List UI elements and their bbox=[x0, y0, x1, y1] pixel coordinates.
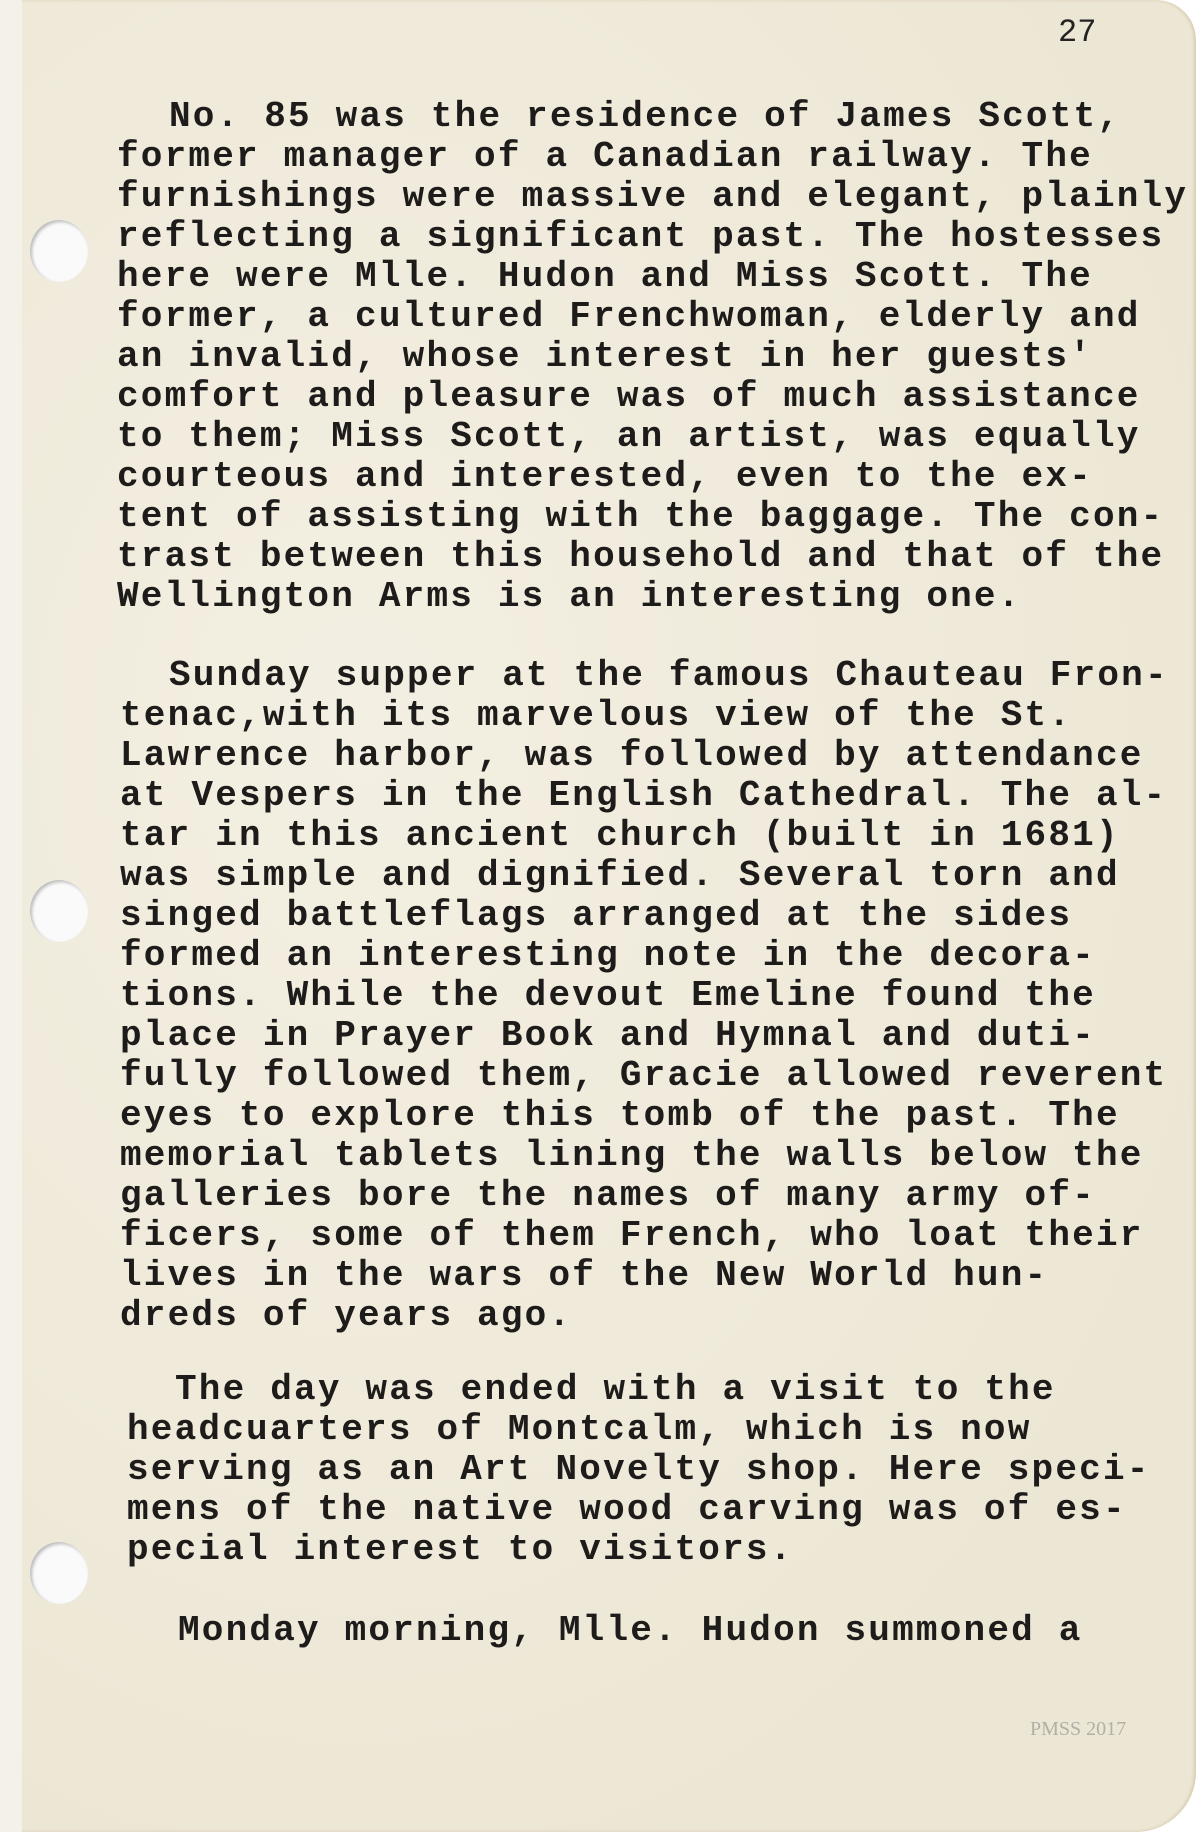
paragraph-4 bbox=[178, 1611, 1083, 1651]
text-line: memorial tablets lining the walls below the bbox=[120, 1135, 1144, 1176]
text-line: at Vespers in the English Cathedral. The al- bbox=[120, 775, 1168, 816]
text-line: headcuarters of Montcalm, which is now bbox=[127, 1409, 1032, 1450]
text-line: Lawrence harbor, was followed by attendance bbox=[120, 735, 1144, 776]
text-line: here were Mlle. Hudon and Miss Scott. The bbox=[117, 256, 1093, 297]
text-line: eyes to explore this tomb of the past. The bbox=[120, 1095, 1120, 1136]
text-line: was simple and dignified. Several torn and bbox=[120, 855, 1120, 896]
text-line: serving as an Art Novelty shop. Here speci- bbox=[127, 1449, 1151, 1490]
binder-hole bbox=[30, 880, 88, 942]
text-line: singed battleflags arranged at the sides bbox=[120, 895, 1073, 936]
text-line: place in Prayer Book and Hymnal and duti- bbox=[120, 1015, 1096, 1056]
text-line: comfort and pleasure was of much assistance bbox=[117, 376, 1141, 417]
page-number: 27 bbox=[1058, 14, 1097, 51]
text-line: trast between this household and that of the bbox=[117, 536, 1165, 577]
page-margin-strip bbox=[0, 0, 22, 1832]
text-line: furnishings were massive and elegant, plainly bbox=[117, 176, 1189, 217]
watermark: PMSS 2017 bbox=[1030, 1718, 1127, 1740]
text-line: mens of the native wood carving was of es- bbox=[127, 1489, 1127, 1530]
paragraph-1 bbox=[117, 97, 1188, 617]
text-line: formed an interesting note in the decora- bbox=[120, 935, 1096, 976]
text-line: No. 85 was the residence of James Scott, bbox=[169, 96, 1122, 137]
text-line: reflecting a significant past. The hostesses bbox=[117, 216, 1165, 257]
text-line: tent of assisting with the baggage. The con- bbox=[117, 496, 1165, 537]
text-line: former, a cultured Frenchwoman, elderly and bbox=[117, 296, 1141, 337]
text-line: courteous and interested, even to the ex- bbox=[117, 456, 1093, 497]
text-line: fully followed them, Gracie allowed reverent bbox=[120, 1055, 1168, 1096]
binder-hole bbox=[30, 220, 88, 282]
text-line: Monday morning, Mlle. Hudon summoned a bbox=[178, 1610, 1083, 1651]
text-line: pecial interest to visitors. bbox=[127, 1529, 794, 1570]
text-line: Wellington Arms is an interesting one. bbox=[117, 576, 1022, 617]
text-line: tenac,with its marvelous view of the St. bbox=[120, 695, 1073, 736]
text-line: tions. While the devout Emeline found the bbox=[120, 975, 1096, 1016]
text-line: lives in the wars of the New World hun- bbox=[120, 1255, 1049, 1296]
text-line: dreds of years ago. bbox=[120, 1295, 573, 1336]
text-line: Sunday supper at the famous Chauteau Fron- bbox=[169, 655, 1169, 696]
paragraph-3 bbox=[127, 1370, 1151, 1570]
text-line: The day was ended with a visit to the bbox=[175, 1369, 1056, 1410]
text-line: ficers, some of them French, who loat their bbox=[120, 1215, 1144, 1256]
paragraph-2 bbox=[120, 656, 1169, 1336]
text-line: former manager of a Canadian railway. The bbox=[117, 136, 1093, 177]
text-line: galleries bore the names of many army of- bbox=[120, 1175, 1096, 1216]
text-line: tar in this ancient church (built in 1681) bbox=[120, 815, 1120, 856]
binder-hole bbox=[30, 1542, 88, 1604]
text-line: to them; Miss Scott, an artist, was equally bbox=[117, 416, 1141, 457]
text-line: an invalid, whose interest in her guests' bbox=[117, 336, 1093, 377]
